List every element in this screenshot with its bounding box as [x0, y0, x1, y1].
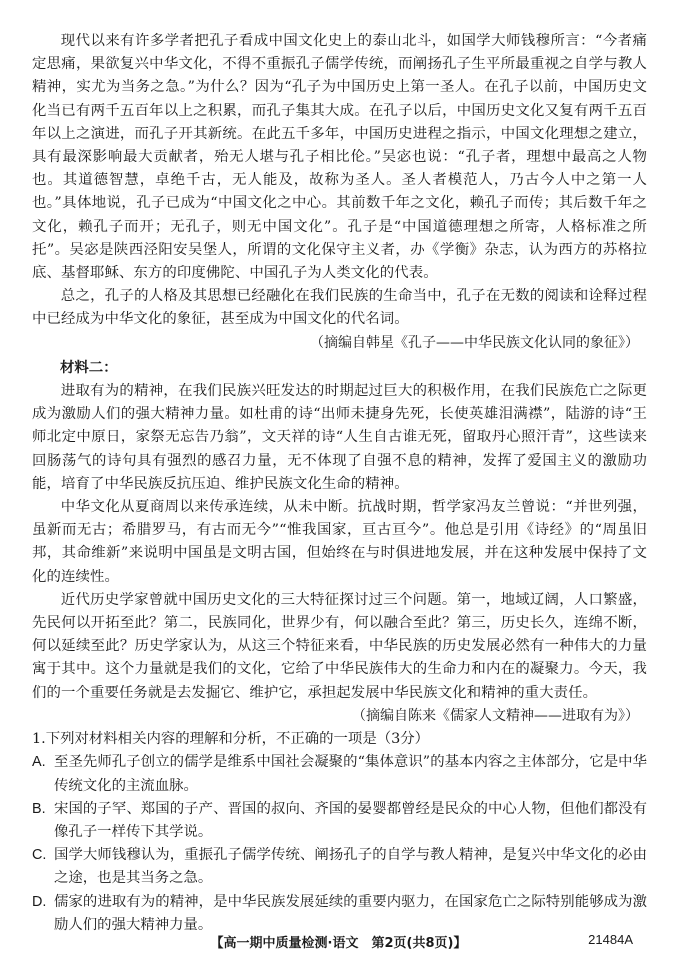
option-d-label: D. [32, 893, 47, 910]
question-1 [32, 728, 647, 937]
option-c-text: 国学大师钱穆认为，重振孔子儒学传统、阐扬孔子的自学与教人精神，是复兴中华文化的必由之途，也是其当务之急。 [54, 847, 647, 887]
option-a-label: A. [32, 754, 46, 771]
question-1-option-d[interactable] [32, 891, 647, 937]
material2-paragraph-3: 近代历史学家曾就中国历史文化的三大特征探讨过三个问题。第一，地域辽阔，人口繁盛，先民何以开拓至此？第二，民族同化，世界少有，何以融合至此？第三，历史长久，连绵不断，何以延续至此？历史学家认为，从这三个特征来看，中华民族的历史发展必然有一种伟大的力量寓于其中。这个力量就是我们的文化，它给了中华民族伟大的生命力和内在的凝聚力。今天，我们的一个重要任务就是去发掘它、维护它，承担起发展中华民族文化和精神的重大责任。 [32, 591, 647, 701]
footer-code: 21484A [588, 932, 633, 947]
material2-heading: 材料二： [60, 359, 118, 376]
footer-title: 【高一期中质量检测·语文 第2页(共8页)】 [210, 936, 467, 951]
question-1-option-b[interactable] [32, 798, 647, 844]
material1-paragraph-1: 现代以来有许多学者把孔子看成中国文化史上的泰山北斗，如国学大师钱穆所言：“今者痛定思痛，果欲复兴中华文化，不得不重振孔子儒学传统，而阐扬孔子生平所最重视之自学与教人精神，实尤为当务之急。”为什么？因为“孔子为中国历史上第一圣人。在孔子以前，中国历史文化当已有两千五百年以上之积累，而孔子集其大成。在孔子以后，中国历史文化又复有两千五百年以上之演进，而孔子开其新统。在此五千多年，中国历史进程之指示，中国文化理想之建立，具有最深影响最大贡献者，殆无人堪与孔子相比伦。”吴宓也说：“孔子者，理想中最高之人物也。其道德智慧，卓绝千古，无人能及，故称为圣人。圣人者模范人，乃古今人中之第一人也。”具体地说，孔子已成为“中国文化之中心。其前数千年之文化，赖孔子而传；其后数千年之文化，赖孔子而开；无孔子，则无中国文化”。孔子是“中国道德理想之所寄，人格标准之所托”。吴宓是陕西泾阳安吴堡人，所谓的文化保守主义者，办《学衡》杂志，认为西方的苏格拉底、基督耶稣、东方的印度佛陀、中国孔子为人类文化的代表。 [32, 33, 647, 282]
material2-paragraph-1: 进取有为的精神，在我们民族兴旺发达的时期起过巨大的积极作用，在我们民族危亡之际更成为激励人们的强大精神力量。如杜甫的诗“出师未捷身先死，长使英雄泪满襟”，陆游的诗“王师北定中原日，家祭无忘告乃翁”，文天祥的诗“人生自古谁无死，留取丹心照汗青”，这些读来回肠荡气的诗句具有强烈的感召力量，无不体现了自强不息的精神，发挥了爱国主义的激励功能，培育了中华民族反抗压迫、维护民族文化生命的精神。 [32, 383, 647, 492]
option-d-text: 儒家的进取有为的精神，是中华民族发展延续的重要内驱力，在国家危亡之际特别能够成为激励人们的强大精神力量。 [54, 893, 647, 933]
material2-paragraph-2: 中华文化从夏商周以来传承连续，从未中断。抗战时期，哲学家冯友兰曾说：“并世列强，虽新而无古；希腊罗马，有古而无今”“惟我国家，亘古亘今”。他总是引用《诗经》的“周虽旧邦，其命维新”来说明中国虽是文明古国，但始终在与时俱进地发展，并在这种发展中保持了文化的连续性。 [32, 499, 647, 585]
material1-source: （摘编自韩星《孔子——中华民族文化认同的象征》） [310, 334, 639, 351]
option-b-text: 宋国的子罕、郑国的子产、晋国的叔向、齐国的晏婴都曾经是民众的中心人物，但他们都没有像孔子一样传下其学说。 [54, 800, 647, 840]
option-b-label: B. [32, 800, 46, 817]
page-footer [0, 932, 677, 954]
option-a-text: 至圣先师孔子创立的儒学是维系中国社会凝聚的“集体意识”的基本内容之主体部分，它是中华传统文化的主流血脉。 [54, 754, 647, 794]
material2-source: （摘编自陈来《儒家人文精神——进取有为》） [352, 707, 639, 724]
option-c-label: C. [32, 847, 47, 864]
question-1-option-c[interactable] [32, 844, 647, 890]
question-1-option-a[interactable] [32, 751, 647, 797]
question-1-stem: 1.下列对材料相关内容的理解和分析，不正确的一项是（3分） [32, 731, 430, 748]
material1-paragraph-2: 总之，孔子的人格及其思想已经融化在我们民族的生命当中，孔子在无数的阅读和诠释过程中已经成为中华文化的象征，甚至成为中国文化的代名词。 [32, 288, 647, 328]
